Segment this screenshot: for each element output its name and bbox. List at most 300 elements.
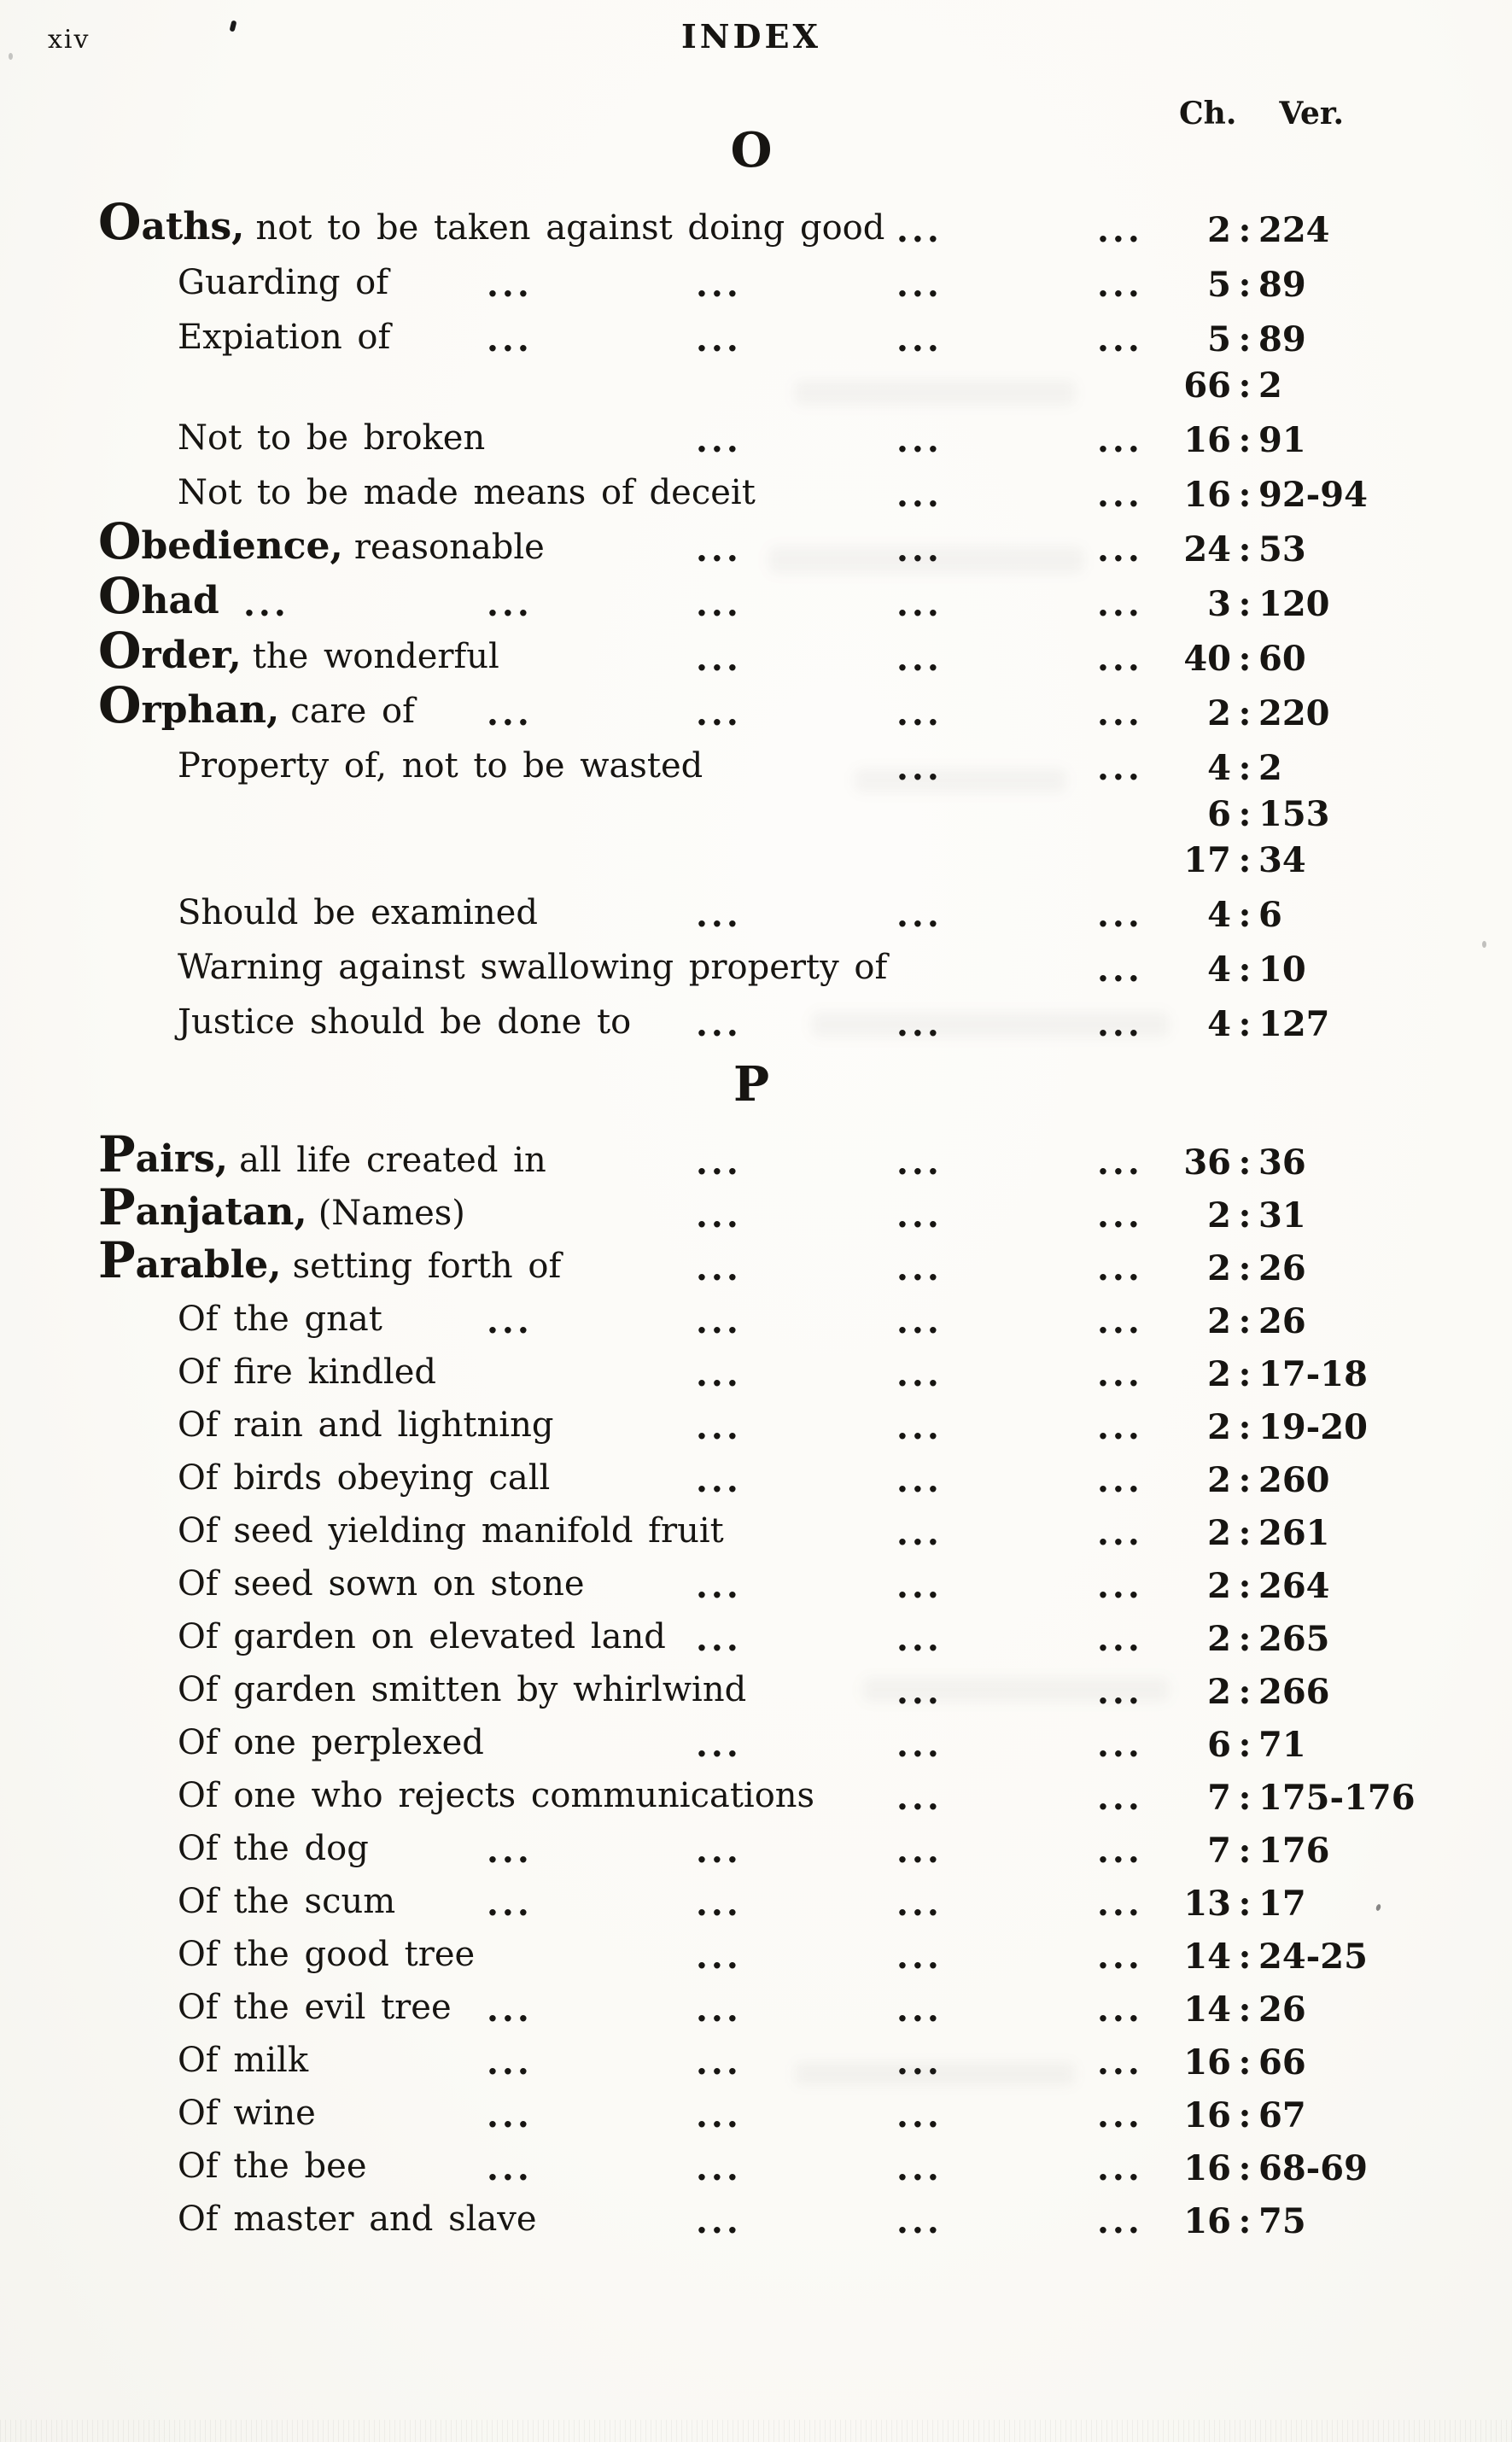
chapter-verse-ref — [1127, 2042, 1306, 2083]
entry-text: (Names) — [318, 1194, 465, 1233]
dot-leader: ... — [896, 1619, 943, 1659]
dot-leader: ... — [1097, 949, 1143, 990]
ref-colon: : — [1238, 1989, 1252, 2030]
chapter-number: 7 — [1207, 1831, 1231, 1871]
index-row — [0, 1610, 1512, 1663]
ref-colon: : — [1238, 475, 1252, 515]
verse-number: 67 — [1258, 2095, 1306, 2135]
entry-label — [98, 622, 499, 680]
entry-text: Of seed yielding manifold fruit — [178, 1511, 724, 1551]
chapter-number: 4 — [1207, 949, 1231, 990]
dot-leader: ... — [696, 1566, 742, 1606]
dot-leader: ... — [896, 895, 943, 935]
dot-leader: ... — [896, 639, 943, 679]
index-row — [0, 1399, 1512, 1452]
ref-colon: : — [1238, 319, 1252, 359]
chapter-number: 3 — [1207, 584, 1231, 624]
dot-leader: ... — [696, 693, 742, 733]
entry-label — [178, 1564, 585, 1604]
entry-text: Should be examined — [178, 893, 538, 932]
ref-colon: : — [1238, 529, 1252, 570]
chapter-verse-ref — [1127, 2201, 1306, 2241]
entry-label — [178, 1352, 436, 1392]
chapter-number: 2 — [1207, 1619, 1231, 1659]
dot-leader: ... — [896, 1566, 943, 1606]
dot-leader: ... — [1097, 639, 1143, 679]
ref-colon: : — [1238, 1460, 1252, 1500]
column-headers — [1179, 96, 1344, 132]
dot-leader: ... — [487, 1301, 533, 1341]
index-row — [0, 676, 1512, 738]
ref-colon: : — [1238, 210, 1252, 250]
index-row — [0, 309, 1512, 364]
chapter-number: 5 — [1207, 265, 1231, 305]
ref-colon: : — [1238, 1725, 1252, 1765]
chapter-number: 16 — [1183, 2042, 1231, 2083]
entry-label — [178, 1776, 814, 1815]
entry-text: Of milk — [178, 2041, 309, 2080]
chapter-verse-ref — [1127, 1566, 1330, 1606]
chapter-verse-ref — [1127, 949, 1306, 990]
chapter-verse-ref — [1127, 1354, 1368, 1394]
entry-label — [178, 318, 390, 357]
chapter-verse-ref — [1127, 1725, 1306, 1765]
index-row — [0, 1231, 1512, 1293]
entry-label — [178, 2041, 308, 2080]
entry-text: Of the scum — [178, 1882, 396, 1921]
ref-colon: : — [1238, 1142, 1252, 1183]
dot-leader: ... — [1097, 1460, 1143, 1500]
index-row — [0, 2087, 1512, 2140]
verse-number: 91 — [1258, 420, 1306, 460]
entry-text: Of one who rejects communications — [178, 1776, 815, 1815]
dot-leader: ... — [243, 584, 289, 624]
dot-leader: ... — [1097, 319, 1143, 359]
dot-leader: ... — [1097, 1142, 1143, 1183]
dot-leader: ... — [696, 529, 742, 570]
ref-colon: : — [1238, 1672, 1252, 1712]
chapter-verse-ref — [1127, 1831, 1330, 1871]
verse-number: 24-25 — [1258, 1937, 1368, 1977]
dot-leader: ... — [896, 1513, 943, 1553]
index-row — [0, 512, 1512, 574]
verse-number: 26 — [1258, 1301, 1306, 1341]
entry-label — [178, 2147, 366, 2186]
section-letter: O — [730, 122, 773, 178]
chapter-verse-ref — [1127, 1142, 1306, 1183]
chapter-number: 17 — [1183, 840, 1231, 880]
dot-leader: ... — [696, 1004, 742, 1044]
index-row — [0, 1716, 1512, 1769]
ref-colon: : — [1238, 693, 1252, 733]
dot-leader: ... — [1097, 2095, 1143, 2135]
section-rows — [0, 1125, 1512, 2246]
dot-leader: ... — [896, 2148, 943, 2188]
entry-text: Of one perplexed — [178, 1723, 484, 1762]
entry-text: Of master and slave — [178, 2200, 537, 2239]
dot-leader: ... — [896, 1195, 943, 1236]
dot-leader: ... — [696, 1301, 742, 1341]
scan-edge-artifact — [0, 2420, 1512, 2442]
chapter-verse-ref — [1127, 748, 1282, 788]
dot-leader: ... — [1097, 1301, 1143, 1341]
chapter-number: 6 — [1207, 794, 1231, 834]
index-row — [0, 1504, 1512, 1557]
dot-leader: ... — [896, 1778, 943, 1818]
chapter-number: 16 — [1183, 475, 1231, 515]
ref-colon: : — [1238, 265, 1252, 305]
col-header-chapter: Ch. — [1179, 96, 1237, 131]
entry-label — [98, 676, 415, 734]
entry-label — [98, 567, 231, 625]
dot-leader: ... — [696, 1354, 742, 1394]
dot-leader: ... — [1097, 1884, 1143, 1924]
chapter-number: 4 — [1207, 748, 1231, 788]
col-header-verse: Ver. — [1279, 96, 1345, 131]
dot-leader: ... — [1097, 1725, 1143, 1765]
index-row — [0, 838, 1512, 885]
dot-leader: ... — [896, 210, 943, 250]
dot-leader: ... — [696, 1884, 742, 1924]
index-section — [0, 122, 1512, 1049]
entry-label — [178, 263, 388, 302]
dot-leader: ... — [1097, 265, 1143, 305]
verse-number: 224 — [1258, 210, 1330, 250]
bleed-through-artifact — [854, 768, 1067, 792]
verse-number: 89 — [1258, 319, 1306, 359]
entry-label — [178, 1405, 553, 1445]
index-row — [0, 1663, 1512, 1716]
ref-colon: : — [1238, 420, 1252, 460]
entry-label — [178, 473, 756, 512]
ref-colon: : — [1238, 1619, 1252, 1659]
dot-leader: ... — [1097, 1566, 1143, 1606]
dot-leader: ... — [896, 475, 943, 515]
dot-leader: ... — [1097, 2042, 1143, 2083]
bleed-through-artifact — [768, 546, 1084, 574]
dot-leader: ... — [1097, 1672, 1143, 1712]
chapter-verse-ref — [1127, 319, 1306, 359]
entry-text: reasonable — [353, 528, 545, 567]
chapter-verse-ref — [1127, 1301, 1306, 1341]
chapter-number: 4 — [1207, 895, 1231, 935]
ref-colon: : — [1238, 2042, 1252, 2083]
entry-text: Of the gnat — [178, 1300, 382, 1339]
ref-colon: : — [1238, 2201, 1252, 2241]
entry-label — [178, 1511, 724, 1551]
chapter-number: 6 — [1207, 1725, 1231, 1765]
chapter-verse-ref — [1127, 475, 1368, 515]
entry-text: not to be taken against doing good — [255, 208, 885, 248]
bleed-through-artifact — [794, 2062, 1076, 2086]
chapter-number: 16 — [1183, 2095, 1231, 2135]
chapter-verse-ref — [1127, 365, 1282, 406]
dot-leader: ... — [696, 1407, 742, 1447]
chapter-verse-ref — [1127, 1778, 1416, 1818]
dot-leader: ... — [696, 1831, 742, 1871]
chapter-number: 24 — [1183, 529, 1231, 570]
entry-text: Of birds obeying call — [178, 1458, 551, 1498]
dot-leader: ... — [896, 1460, 943, 1500]
dot-leader: ... — [487, 1831, 533, 1871]
dot-leader: ... — [896, 319, 943, 359]
chapter-verse-ref — [1127, 2148, 1368, 2188]
ref-colon: : — [1238, 1354, 1252, 1394]
dot-leader: ... — [487, 2095, 533, 2135]
chapter-verse-ref — [1127, 2095, 1306, 2135]
chapter-verse-ref — [1127, 1195, 1306, 1236]
entry-label — [98, 1125, 546, 1183]
verse-number: 19-20 — [1258, 1407, 1368, 1447]
verse-number: 60 — [1258, 639, 1306, 679]
chapter-verse-ref — [1127, 639, 1306, 679]
dot-leader: ... — [1097, 1937, 1143, 1977]
entry-label — [178, 1935, 475, 1974]
entry-label — [178, 2094, 316, 2133]
dot-leader: ... — [696, 1195, 742, 1236]
dot-leader: ... — [1097, 1248, 1143, 1288]
dot-leader: ... — [896, 529, 943, 570]
entry-label — [98, 512, 545, 570]
dot-leader: ... — [1097, 748, 1143, 788]
verse-number: 153 — [1258, 794, 1330, 834]
verse-number: 266 — [1258, 1672, 1330, 1712]
dot-leader: ... — [1097, 1989, 1143, 2030]
verse-number: 120 — [1258, 584, 1330, 624]
ink-speck — [9, 53, 13, 60]
entry-text: Not to be made means of deceit — [178, 473, 756, 512]
index-row — [0, 1769, 1512, 1822]
dot-leader: ... — [487, 1989, 533, 2030]
entry-label — [178, 418, 485, 458]
entry-text: care of — [290, 692, 415, 731]
ref-colon: : — [1238, 1301, 1252, 1341]
verse-number: 71 — [1258, 1725, 1306, 1765]
entry-label — [98, 193, 885, 251]
dot-leader: ... — [896, 1725, 943, 1765]
dot-leader: ... — [1097, 584, 1143, 624]
chapter-number: 16 — [1183, 420, 1231, 460]
entry-label — [178, 1829, 369, 1868]
entry-text: Of the good tree — [178, 1935, 476, 1974]
verse-number: 2 — [1258, 748, 1282, 788]
index-row — [0, 1346, 1512, 1399]
entry-headword: Panjatan, — [98, 1178, 307, 1236]
dot-leader: ... — [896, 1142, 943, 1183]
dot-leader: ... — [896, 1407, 943, 1447]
verse-number: 75 — [1258, 2201, 1306, 2241]
ref-colon: : — [1238, 949, 1252, 990]
verse-number: 6 — [1258, 895, 1282, 935]
entry-label — [178, 1617, 666, 1656]
entry-text: Of wine — [178, 2094, 316, 2133]
dot-leader: ... — [1097, 1354, 1143, 1394]
entry-label — [178, 1670, 746, 1709]
index-row — [0, 2034, 1512, 2087]
dot-leader: ... — [1097, 1831, 1143, 1871]
dot-leader: ... — [1097, 529, 1143, 570]
verse-number: 26 — [1258, 1989, 1306, 2030]
dot-leader: ... — [1097, 1004, 1143, 1044]
ref-colon: : — [1238, 895, 1252, 935]
index-row — [0, 738, 1512, 792]
chapter-verse-ref — [1127, 1989, 1306, 2030]
entry-headword: Oaths, — [98, 193, 245, 251]
chapter-verse-ref — [1127, 1407, 1368, 1447]
entry-text: Of garden smitten by whirlwind — [178, 1670, 747, 1709]
dot-leader: ... — [896, 748, 943, 788]
chapter-verse-ref — [1127, 265, 1306, 305]
entry-text: the wonderful — [252, 637, 499, 676]
index-row — [0, 1928, 1512, 1981]
chapter-verse-ref — [1127, 794, 1330, 834]
verse-number: 66 — [1258, 2042, 1306, 2083]
index-row — [0, 410, 1512, 464]
verse-number: 34 — [1258, 840, 1306, 880]
index-section — [0, 1056, 1512, 2246]
ink-speck — [1482, 941, 1486, 948]
ref-colon: : — [1238, 584, 1252, 624]
dot-leader: ... — [696, 1725, 742, 1765]
dot-leader: ... — [1097, 1513, 1143, 1553]
verse-number: 68-69 — [1258, 2148, 1368, 2188]
bleed-through-artifact — [811, 1012, 1170, 1037]
chapter-verse-ref — [1127, 1884, 1306, 1924]
dot-leader: ... — [696, 265, 742, 305]
dot-leader: ... — [896, 1937, 943, 1977]
index-row — [0, 2140, 1512, 2193]
dot-leader: ... — [896, 420, 943, 460]
ref-colon: : — [1238, 748, 1252, 788]
chapter-verse-ref — [1127, 1248, 1306, 1288]
ref-colon: : — [1238, 1831, 1252, 1871]
entry-text: Expiation of — [178, 318, 391, 357]
index-row — [0, 1822, 1512, 1875]
dot-leader: ... — [1097, 1195, 1143, 1236]
index-row — [0, 2193, 1512, 2246]
dot-leader: ... — [896, 1248, 943, 1288]
entry-text: Guarding of — [178, 263, 389, 302]
chapter-number: 66 — [1183, 365, 1231, 406]
entry-text: all life created in — [239, 1141, 546, 1180]
ref-colon: : — [1238, 794, 1252, 834]
index-row — [0, 1293, 1512, 1346]
dot-leader: ... — [487, 584, 533, 624]
chapter-verse-ref — [1127, 420, 1306, 460]
chapter-number: 16 — [1183, 2148, 1231, 2188]
chapter-verse-ref — [1127, 584, 1330, 624]
dot-leader: ... — [696, 2201, 742, 2241]
entry-headword: Orphan, — [98, 676, 280, 734]
bleed-through-artifact — [794, 380, 1076, 406]
index-row — [0, 567, 1512, 628]
chapter-number: 7 — [1207, 1778, 1231, 1818]
dot-leader: ... — [696, 319, 742, 359]
dot-leader: ... — [1097, 475, 1143, 515]
dot-leader: ... — [696, 1142, 742, 1183]
entry-text: Justice should be done to — [178, 1002, 632, 1042]
index-row — [0, 1125, 1512, 1187]
dot-leader: ... — [1097, 2201, 1143, 2241]
index-row — [0, 939, 1512, 994]
chapter-number: 2 — [1207, 693, 1231, 733]
index-row — [0, 792, 1512, 838]
ref-colon: : — [1238, 1884, 1252, 1924]
entry-headword: Obedience, — [98, 512, 343, 570]
dot-leader: ... — [487, 2042, 533, 2083]
dot-leader: ... — [696, 1989, 742, 2030]
ref-colon: : — [1238, 1407, 1252, 1447]
entry-headword: Pairs, — [98, 1125, 229, 1183]
ref-colon: : — [1238, 1004, 1252, 1044]
dot-leader: ... — [487, 2148, 533, 2188]
ref-colon: : — [1238, 1248, 1252, 1288]
dot-leader: ... — [696, 639, 742, 679]
dot-leader: ... — [896, 1004, 943, 1044]
chapter-number: 2 — [1207, 1672, 1231, 1712]
dot-leader: ... — [896, 1831, 943, 1871]
dot-leader: ... — [1097, 1619, 1143, 1659]
dot-leader: ... — [1097, 2148, 1143, 2188]
dot-leader: ... — [1097, 420, 1143, 460]
chapter-number: 36 — [1183, 1142, 1231, 1183]
entry-headword: Order, — [98, 622, 242, 680]
ref-colon: : — [1238, 365, 1252, 406]
ref-colon: : — [1238, 1778, 1252, 1818]
ref-colon: : — [1238, 1195, 1252, 1236]
dot-leader: ... — [896, 1301, 943, 1341]
chapter-number: 2 — [1207, 210, 1231, 250]
verse-number: 127 — [1258, 1004, 1330, 1044]
verse-number: 53 — [1258, 529, 1306, 570]
entry-text: Of the evil tree — [178, 1988, 452, 2027]
ref-colon: : — [1238, 1513, 1252, 1553]
dot-leader: ... — [896, 584, 943, 624]
entry-label — [178, 1723, 484, 1762]
index-row — [0, 885, 1512, 939]
chapter-number: 2 — [1207, 1407, 1231, 1447]
verse-number: 89 — [1258, 265, 1306, 305]
entry-label — [178, 746, 703, 786]
dot-leader: ... — [896, 2095, 943, 2135]
dot-leader: ... — [487, 319, 533, 359]
entry-label — [178, 893, 538, 932]
entry-text: Not to be broken — [178, 418, 486, 458]
dot-leader: ... — [1097, 1407, 1143, 1447]
ref-colon: : — [1238, 2148, 1252, 2188]
verse-number: 260 — [1258, 1460, 1330, 1500]
dot-leader: ... — [896, 693, 943, 733]
chapter-number: 2 — [1207, 1248, 1231, 1288]
entry-text: setting forth of — [292, 1247, 562, 1286]
entry-text: Of garden on elevated land — [178, 1617, 666, 1656]
index-row — [0, 622, 1512, 683]
entry-headword: Ohad — [98, 567, 219, 625]
index-row — [0, 254, 1512, 309]
entry-label — [98, 1178, 465, 1236]
dot-leader: ... — [696, 1460, 742, 1500]
index-row — [0, 364, 1512, 410]
ref-colon: : — [1238, 2095, 1252, 2135]
verse-number: 261 — [1258, 1513, 1330, 1553]
dot-leader: ... — [487, 1884, 533, 1924]
dot-leader: ... — [896, 2042, 943, 2083]
dot-leader: ... — [1097, 1778, 1143, 1818]
chapter-number: 5 — [1207, 319, 1231, 359]
chapter-number: 14 — [1183, 1989, 1231, 2030]
verse-number: 265 — [1258, 1619, 1330, 1659]
dot-leader: ... — [696, 584, 742, 624]
